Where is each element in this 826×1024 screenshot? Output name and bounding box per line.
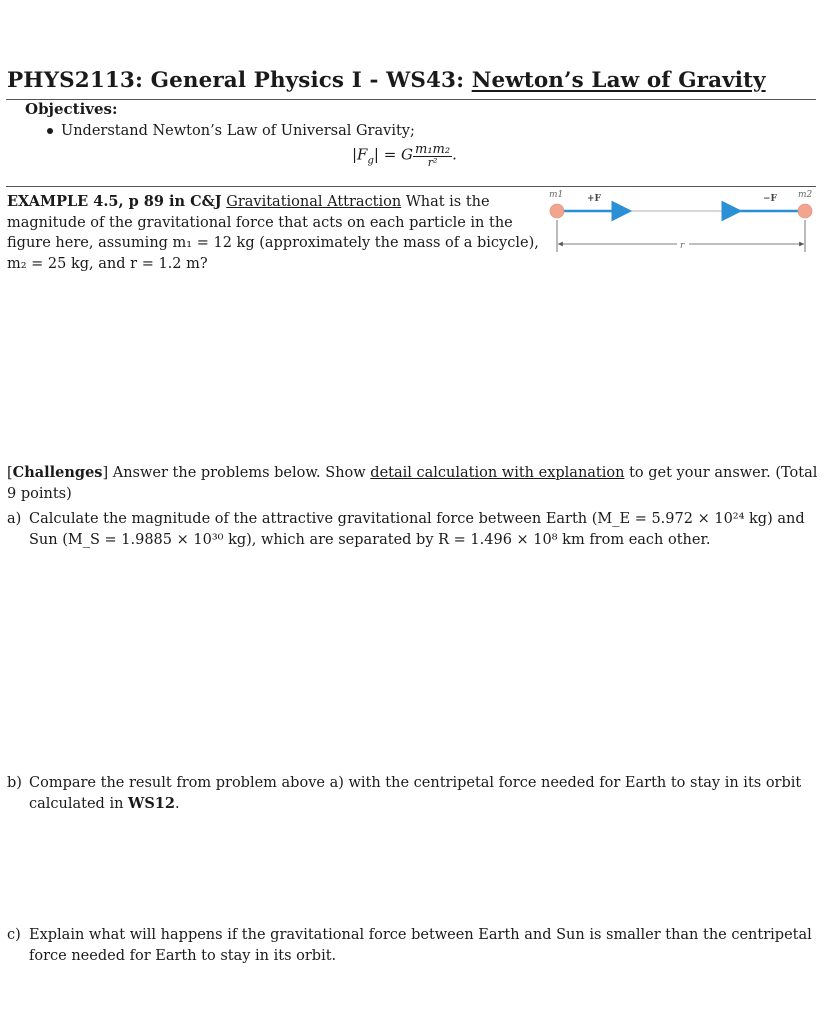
example-text: What is the magnitude of the gravitational force that acts on each particle in the figure here, assuming m₁ = 12 kg (approximately the mass of a bicycle), m₂ = 25 kg, and r = 1.2 m? (7, 194, 539, 272)
question-text (29, 773, 815, 814)
page-title (7, 68, 766, 93)
example-topic: Gravitational Attraction (226, 194, 402, 210)
question-label: a) (7, 511, 22, 527)
force-plus-label: +F (587, 194, 601, 204)
force-minus-label: −F (763, 194, 777, 204)
challenges-outro: to get your answer. (Total 9 points) (7, 465, 818, 502)
example-label: EXAMPLE 4.5, p 89 in C&J (7, 193, 222, 210)
question-a (7, 509, 819, 550)
mass-m2 (798, 204, 812, 218)
title-rule (6, 99, 816, 100)
formula-numerator: m₁m₂ (415, 142, 451, 157)
question-label: b) (7, 775, 22, 791)
title-prefix: PHYS2113: General Physics I - WS43: (7, 68, 472, 93)
objective-item (47, 123, 415, 139)
challenges-intro: [Challenges] Answer the problems below. Show detail calculation with explanation to get your answer. (Total 9 points) (7, 464, 818, 502)
question-label: c) (7, 927, 21, 943)
formula-mid: | = G (373, 145, 414, 164)
m2-label: m2 (798, 190, 813, 200)
question-text: Calculate the magnitude of the attractive gravitational force between Earth (M_E = 5.972 × 10²⁴ kg) and Sun (M_S = 1.9885 × 10³⁰ kg), which are separated by R = 1.496 × 10⁸ km from each other. (29, 511, 805, 548)
question-text-bold: WS12 (128, 794, 175, 812)
gravity-diagram (543, 186, 823, 276)
title-topic: Newton’s Law of Gravity (471, 68, 766, 93)
objective-text: Understand Newton’s Law of Universal Gravity; (61, 123, 415, 139)
formula-fraction (413, 143, 452, 168)
formula-end: . (452, 145, 457, 164)
formula-sub: g (367, 155, 374, 167)
objectives-heading: Objectives: (25, 100, 118, 118)
mass-m1 (550, 204, 564, 218)
gravity-formula (352, 143, 457, 168)
challenges-emphasis: detail calculation with explanation (370, 465, 625, 481)
question-text-a: Compare the result from problem above a) with the centripetal force needed for Earth to stay in its orbit calculated in (29, 775, 802, 812)
challenges-label: Challenges (12, 464, 103, 481)
challenges-intro-text: Answer the problems below. Show (108, 465, 371, 481)
question-text-b: . (174, 795, 180, 812)
formula-lhs: |F (352, 145, 368, 164)
question-c (7, 925, 819, 966)
question-b (7, 773, 819, 814)
question-text: Explain what will happens if the gravitational force between Earth and Sun is smaller than the centripetal force needed for Earth to stay in its orbit. (29, 927, 812, 964)
example-block (7, 192, 542, 274)
bullet-icon (47, 128, 53, 134)
formula-denominator: r² (427, 156, 438, 169)
m1-label: m1 (549, 190, 564, 200)
distance-label: r (680, 241, 685, 251)
